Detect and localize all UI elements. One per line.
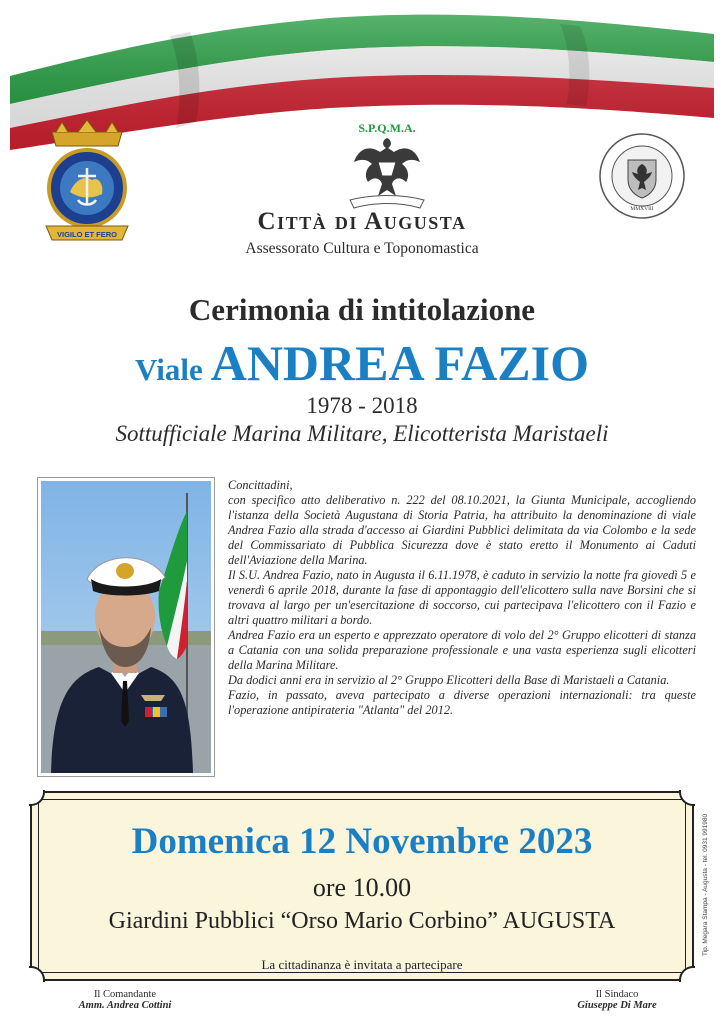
- event-details-box: [30, 791, 694, 981]
- eagle-crest-icon: [332, 118, 442, 212]
- event-place: Giardini Pubblici “Orso Mario Corbino” AUGUSTA: [108, 908, 616, 934]
- body-paragraph: con specifico atto deliberativo n. 222 del 08.10.2021, la Giunta Municipale, accogliendo l'istanza della Società Augustana di Storia Patria, ha attribuito la denominazione di viale Andrea Fazio alla strada d'accesso ai Giardini Pubblici delimitata da via Colombo e la sede del Commissariato di Pubblica Sicurezza dove è stato eretto il Monumento ai Caduti dell'Aviazione della Marina.: [228, 493, 696, 567]
- svg-text:VIGILO ET FERO: VIGILO ET FERO: [56, 230, 118, 239]
- ceremony-title: Cerimonia di intitolazione: [188, 292, 536, 327]
- signature-name: Amm. Andrea Cottini: [78, 1000, 172, 1011]
- honoree-name: ANDREA FAZIO: [210, 335, 589, 391]
- body-paragraph: Il S.U. Andrea Fazio, nato in Augusta il 6.11.1978, è caduto in servizio la notte fra giovedì 5 e venerdì 6 aprile 2018, durante la fase di appontaggio dell'elicottero sulla nave Borsini che si trovava al largo per un'esercitazione di soccorso, cui partecipava l'elicottero con il Fazio e altri quattro militari a bordo.: [228, 568, 696, 627]
- life-years: 1978 - 2018: [306, 393, 418, 418]
- event-time: ore 10.00: [312, 873, 412, 902]
- printer-credit: Tip. Megara Stampa - Augusta - tel. 0931 991980: [702, 813, 709, 957]
- spqma-crest: [332, 118, 442, 212]
- honoree-rank: Sottufficiale Marina Militare, Elicotterista Maristaeli: [115, 421, 609, 446]
- signature-role: Il Comandante: [93, 989, 157, 1000]
- body-paragraph: Fazio, in passato, aveva partecipato a diverse operazioni internazionali: tra queste l'operazione antipirateria "Atlanta" del 2012.: [228, 688, 696, 717]
- body-paragraph: Da dodici anni era in servizio al 2° Gruppo Elicotteri della Base di Maristaeli a Catania.: [228, 673, 670, 687]
- event-inner-frame: [38, 799, 686, 973]
- honoree-photo: [37, 477, 215, 777]
- signature-role: Il Sindaco: [595, 989, 639, 1000]
- department-name: Assessorato Cultura e Toponomastica: [245, 240, 479, 257]
- viale-label: Viale: [134, 352, 203, 387]
- city-name: Città di Augusta: [257, 208, 467, 235]
- mayor-signature: [552, 989, 682, 1011]
- event-date: Domenica 12 Novembre 2023: [131, 821, 593, 862]
- signature-name: Giuseppe Di Mare: [577, 1000, 657, 1011]
- body-paragraph: Concittadini,: [228, 478, 293, 492]
- historical-society-seal: [598, 132, 686, 220]
- svg-text:S.P.Q.M.A.: S.P.Q.M.A.: [358, 121, 416, 135]
- event-invite: La cittadinanza è invitata a partecipare: [261, 957, 463, 972]
- historical-society-seal-icon: [598, 132, 686, 220]
- svg-text:MMXVIII: MMXVIII: [630, 206, 654, 212]
- body-paragraph: Andrea Fazio era un esperto e apprezzato operatore di volo del 2° Gruppo elicotteri di stanza a Catania con una solida preparazione professionale e una vasta esperienza sugli elicotteri della Marina Militare.: [228, 628, 696, 672]
- commander-signature: [60, 989, 190, 1011]
- street-name: [0, 334, 724, 392]
- officer-portrait-icon: [41, 481, 211, 773]
- announcement-text: [228, 478, 696, 718]
